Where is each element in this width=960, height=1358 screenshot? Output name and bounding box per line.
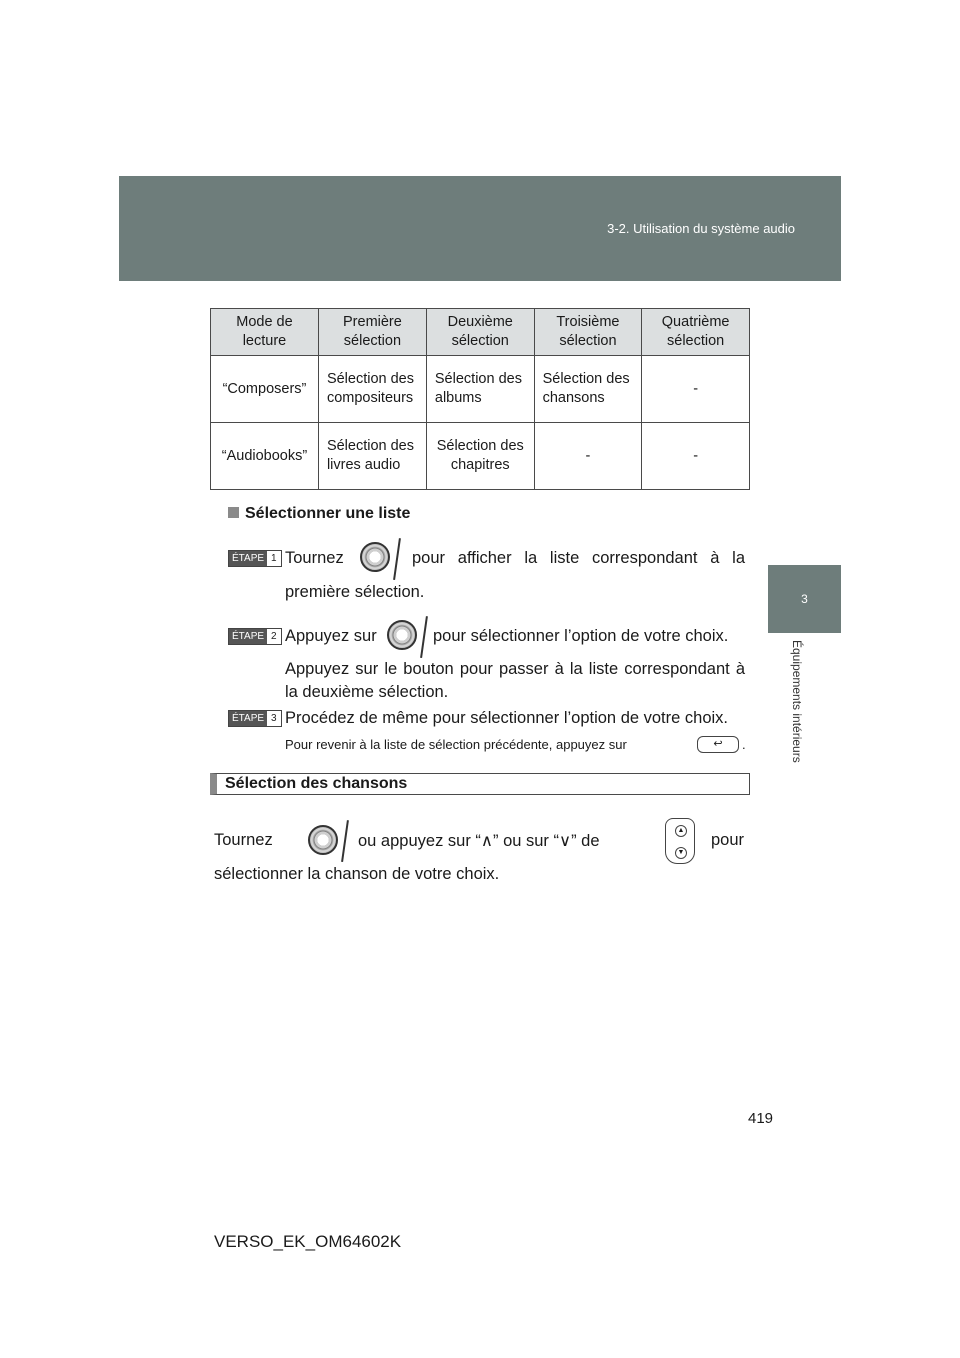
step-2-note-2: la deuxième sélection.: [285, 683, 449, 701]
step-3-small-text: Pour revenir à la liste de sélection précédente, appuyez sur: [285, 737, 627, 752]
songs-line1-b: ou appuyez sur “: [358, 832, 481, 850]
table-header-cell: Mode de lecture: [211, 309, 319, 356]
table-cell: Sélection des livres audio: [318, 423, 426, 490]
bullet-square-icon: [228, 507, 239, 518]
table-header-cell: Première sélection: [318, 309, 426, 356]
tune-knob-icon: [360, 542, 390, 572]
list-section-title-text: Sélectionner une liste: [245, 505, 411, 522]
list-section-title: [228, 505, 410, 523]
header-band: [119, 176, 841, 281]
section-header-title: 3-2. Utilisation du système audio: [607, 221, 795, 236]
seek-up-down-icon: [665, 818, 695, 864]
table-cell: -: [534, 423, 642, 490]
step-2-text-b: pour sélectionner l’option de votre choix.: [433, 627, 729, 645]
table-cell: Sélection des chapitres: [426, 423, 534, 490]
playback-mode-table: [210, 308, 750, 490]
tune-knob-leader-line: [420, 616, 427, 658]
table-header-row: [211, 309, 750, 356]
step-1-text-b: pour afficher la liste correspondant à la: [412, 549, 745, 567]
step-1: [228, 549, 282, 568]
table-header-cell: Deuxième sélection: [426, 309, 534, 356]
table-row: [211, 423, 750, 490]
table-cell: Sélection des albums: [426, 356, 534, 423]
back-arrow-icon: ↩: [697, 736, 739, 753]
page-number: 419: [748, 1110, 774, 1127]
step-1-text-a: Tournez: [285, 549, 344, 567]
footer-code: VERSO_EK_OM64602K: [214, 1232, 402, 1251]
up-arrow-icon: ▲: [675, 825, 687, 837]
chapter-label: Équipements intérieurs: [790, 640, 804, 763]
table-cell: “Composers”: [211, 356, 319, 423]
songs-line1-d: ” de: [571, 832, 600, 850]
step-badge-number: 2: [271, 631, 277, 643]
down-symbol: ∨: [559, 832, 572, 850]
table-cell: Sélection des compositeurs: [318, 356, 426, 423]
chapter-number: 3: [801, 592, 808, 606]
table-cell: -: [642, 356, 750, 423]
tune-knob-icon: [387, 620, 417, 650]
table-header-cell: Quatrième sélection: [642, 309, 750, 356]
songs-section-title: Sélection des chansons: [210, 773, 750, 795]
songs-line1-c: ” ou sur “: [492, 832, 560, 850]
step-3-small-end: .: [742, 737, 746, 752]
step-badge-number: 1: [271, 553, 277, 565]
step-2: [228, 627, 282, 646]
up-symbol: ∧: [480, 832, 493, 850]
tune-knob-leader-line: [341, 820, 348, 862]
step-2-note-1: Appuyez sur le bouton pour passer à la liste correspondant à: [285, 660, 745, 678]
table-cell: -: [642, 423, 750, 490]
step-badge: [228, 550, 282, 567]
tune-knob-leader-line: [393, 538, 400, 580]
step-3: [228, 709, 282, 728]
step-badge-label: ÉTAPE: [229, 629, 267, 644]
songs-line2: sélectionner la chanson de votre choix.: [214, 865, 500, 883]
table-cell: “Audiobooks”: [211, 423, 319, 490]
tune-knob-icon: [308, 825, 338, 855]
step-badge-label: ÉTAPE: [229, 711, 267, 726]
songs-line1-a: Tournez: [214, 831, 273, 849]
table-row: [211, 356, 750, 423]
step-badge-number: 3: [271, 713, 277, 725]
table-cell: Sélection des chansons: [534, 356, 642, 423]
songs-line1-b-wrap: [358, 831, 600, 851]
down-arrow-icon: ▼: [675, 847, 687, 859]
songs-line1-e: pour: [711, 831, 745, 849]
chapter-tab: [768, 565, 841, 633]
step-badge-label: ÉTAPE: [229, 551, 267, 566]
step-badge: [228, 628, 282, 645]
step-1-text-c: première sélection.: [285, 583, 425, 601]
step-badge: [228, 710, 282, 727]
step-3-text: Procédez de même pour sélectionner l’option de votre choix.: [285, 709, 728, 727]
table-header-cell: Troisième sélection: [534, 309, 642, 356]
step-2-text-a: Appuyez sur: [285, 627, 377, 645]
